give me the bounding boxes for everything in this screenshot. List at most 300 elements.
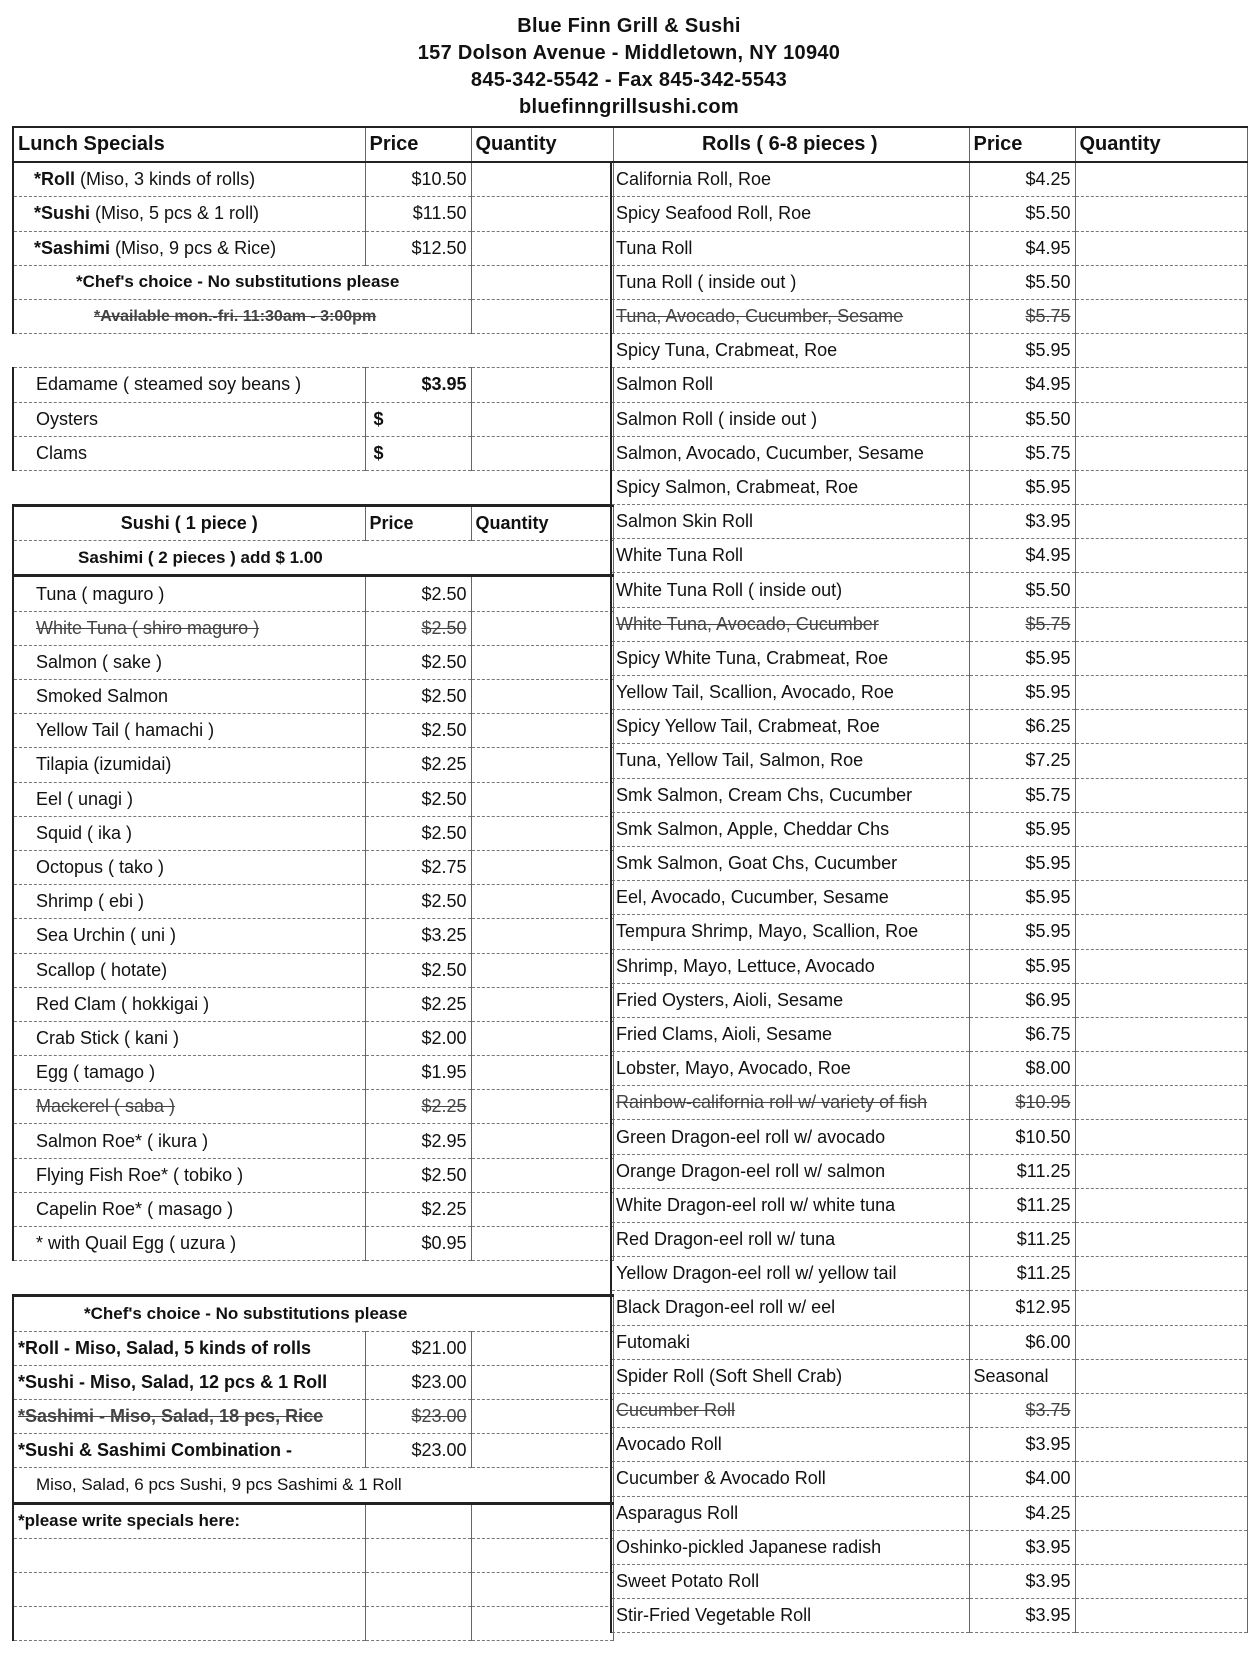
roll-row (611, 983, 1247, 1017)
empty-cell (471, 265, 613, 299)
spacer-row (13, 470, 613, 505)
sushi-row (13, 850, 613, 884)
sushi-item-name: Flying Fish Roe* ( tobiko ) (13, 1158, 365, 1192)
sushi-row (13, 885, 613, 919)
quantity-cell[interactable] (471, 1434, 613, 1468)
spacer (13, 470, 613, 505)
lunch-item-detail: (Miso, 3 kinds of rolls) (75, 169, 256, 190)
roll-row (611, 710, 1247, 744)
roll-row (611, 1188, 1247, 1222)
sushi-row (13, 816, 613, 850)
specials-label: *please write specials here: (13, 1503, 365, 1538)
empty-cell (471, 299, 613, 333)
sushi-item-name: Smoked Salmon (13, 680, 365, 714)
quantity-cell[interactable] (471, 576, 613, 611)
chef-choice-note: *Chef's choice - No substitutions please (13, 265, 471, 299)
roll-price: Seasonal (969, 1359, 1075, 1393)
appetizer-name: Oysters (13, 402, 365, 436)
quantity-cell[interactable] (471, 1192, 613, 1226)
sushi-item-price: $2.50 (365, 645, 471, 679)
roll-price: $10.50 (969, 1120, 1075, 1154)
chef-row (13, 1399, 613, 1433)
rolls-table (610, 126, 1248, 1633)
quantity-cell[interactable] (471, 1158, 613, 1192)
roll-price: $5.95 (969, 881, 1075, 915)
quantity-cell[interactable] (1075, 812, 1247, 846)
appetizer-price: $3.95 (365, 368, 471, 402)
sushi-header-row (13, 506, 613, 541)
empty-cell (471, 1538, 613, 1572)
chef-item-name: *Sushi & Sashimi Combination - (13, 1434, 365, 1468)
empty-cell (13, 1607, 365, 1641)
roll-price: $5.75 (969, 436, 1075, 470)
sushi-row (13, 1090, 613, 1124)
sushi-row (13, 1056, 613, 1090)
sushi-item-price: $2.95 (365, 1124, 471, 1158)
sushi-row (13, 576, 613, 611)
roll-row (611, 1393, 1247, 1427)
roll-price: $10.95 (969, 1086, 1075, 1120)
quantity-header: Quantity (1075, 127, 1247, 162)
empty-cell (471, 1572, 613, 1606)
sushi-item-price: $0.95 (365, 1227, 471, 1261)
lunch-specials-title: Lunch Specials (13, 127, 365, 162)
roll-row (611, 881, 1247, 915)
quantity-cell[interactable] (1075, 881, 1247, 915)
quantity-cell[interactable] (1075, 1496, 1247, 1530)
quantity-cell[interactable] (1075, 744, 1247, 778)
quantity-cell[interactable] (471, 162, 613, 197)
sushi-item-price: $2.50 (365, 611, 471, 645)
roll-price: $5.50 (969, 402, 1075, 436)
sushi-item-name: Capelin Roe* ( masago ) (13, 1192, 365, 1226)
roll-price: $5.95 (969, 676, 1075, 710)
roll-row (611, 641, 1247, 675)
roll-name: Tuna Roll (611, 231, 969, 265)
lunch-availability-row (13, 299, 613, 333)
roll-name: Avocado Roll (611, 1428, 969, 1462)
roll-price: $6.75 (969, 1017, 1075, 1051)
sushi-item-name: Mackerel ( saba ) (13, 1090, 365, 1124)
quantity-cell[interactable] (471, 748, 613, 782)
roll-name: White Dragon-eel roll w/ white tuna (611, 1188, 969, 1222)
quantity-cell[interactable] (1075, 1086, 1247, 1120)
sushi-item-price: $2.50 (365, 953, 471, 987)
sushi-item-name: Sea Urchin ( uni ) (13, 919, 365, 953)
sushi-item-name: Scallop ( hotate) (13, 953, 365, 987)
roll-name: Asparagus Roll (611, 1496, 969, 1530)
roll-name: White Tuna, Avocado, Cucumber (611, 607, 969, 641)
quantity-cell[interactable] (1075, 402, 1247, 436)
roll-name: Spicy Salmon, Crabmeat, Roe (611, 470, 969, 504)
roll-price: $3.95 (969, 1599, 1075, 1633)
quantity-cell[interactable] (471, 1056, 613, 1090)
sushi-row (13, 645, 613, 679)
sushi-row (13, 680, 613, 714)
quantity-cell[interactable] (471, 714, 613, 748)
roll-row (611, 368, 1247, 402)
specials-blank-row (13, 1538, 613, 1572)
sushi-title: Sushi ( 1 piece ) (13, 506, 365, 541)
roll-row (611, 1291, 1247, 1325)
sushi-item-name: Salmon Roe* ( ikura ) (13, 1124, 365, 1158)
quantity-cell[interactable] (1075, 1291, 1247, 1325)
empty-cell (365, 1607, 471, 1641)
lunch-item-price: $12.50 (365, 231, 471, 265)
quantity-cell[interactable] (1075, 505, 1247, 539)
roll-name: Spicy Tuna, Crabmeat, Roe (611, 334, 969, 368)
roll-price: $3.95 (969, 505, 1075, 539)
roll-price: $11.25 (969, 1223, 1075, 1257)
quantity-cell[interactable] (471, 1090, 613, 1124)
chef-row (13, 1331, 613, 1365)
sushi-item-price: $2.50 (365, 885, 471, 919)
roll-price: $4.00 (969, 1462, 1075, 1496)
quantity-cell[interactable] (1075, 915, 1247, 949)
quantity-cell[interactable] (471, 953, 613, 987)
roll-price: $11.25 (969, 1154, 1075, 1188)
roll-row (611, 1052, 1247, 1086)
left-menu-table (12, 126, 614, 1641)
roll-price: $12.95 (969, 1291, 1075, 1325)
quantity-cell[interactable] (1075, 641, 1247, 675)
quantity-cell[interactable] (1075, 949, 1247, 983)
sushi-item-price: $2.50 (365, 1158, 471, 1192)
quantity-cell[interactable] (1075, 299, 1247, 333)
roll-price: $3.75 (969, 1393, 1075, 1427)
roll-name: Salmon Roll (611, 368, 969, 402)
lunch-item (13, 197, 365, 231)
roll-name: Salmon, Avocado, Cucumber, Sesame (611, 436, 969, 470)
quantity-cell[interactable] (1075, 1359, 1247, 1393)
roll-price: $5.50 (969, 197, 1075, 231)
roll-price: $4.25 (969, 162, 1075, 197)
appetizer-price: $ (365, 402, 471, 436)
empty-cell (13, 1572, 365, 1606)
quantity-cell[interactable] (1075, 1052, 1247, 1086)
roll-row (611, 607, 1247, 641)
roll-price: $5.75 (969, 607, 1075, 641)
roll-price: $3.95 (969, 1428, 1075, 1462)
roll-name: Fried Oysters, Aioli, Sesame (611, 983, 969, 1017)
quantity-cell[interactable] (471, 782, 613, 816)
quantity-cell[interactable] (1075, 607, 1247, 641)
quantity-cell[interactable] (471, 987, 613, 1021)
empty-cell (471, 1503, 613, 1538)
chef-item-name: *Roll - Miso, Salad, 5 kinds of rolls (13, 1331, 365, 1365)
roll-name: Salmon Skin Roll (611, 505, 969, 539)
roll-row (611, 949, 1247, 983)
quantity-cell[interactable] (1075, 1188, 1247, 1222)
roll-name: White Tuna Roll (611, 539, 969, 573)
empty-cell (13, 1538, 365, 1572)
roll-price: $5.95 (969, 915, 1075, 949)
quantity-cell[interactable] (1075, 539, 1247, 573)
quantity-cell[interactable] (1075, 436, 1247, 470)
lunch-note-row (13, 265, 613, 299)
sashimi-note: Sashimi ( 2 pieces ) add $ 1.00 (13, 541, 613, 576)
appetizer-name: Clams (13, 436, 365, 470)
sushi-item-name: Yellow Tail ( hamachi ) (13, 714, 365, 748)
roll-price: $4.25 (969, 1496, 1075, 1530)
roll-name: Stir-Fried Vegetable Roll (611, 1599, 969, 1633)
lunch-row (13, 231, 613, 265)
roll-name: Sweet Potato Roll (611, 1564, 969, 1598)
lunch-item-name: *Sushi (34, 203, 91, 224)
sushi-item-name: Salmon ( sake ) (13, 645, 365, 679)
roll-price: $5.95 (969, 334, 1075, 368)
roll-row (611, 539, 1247, 573)
quantity-cell[interactable] (471, 611, 613, 645)
quantity-cell[interactable] (1075, 368, 1247, 402)
roll-name: Orange Dragon-eel roll w/ salmon (611, 1154, 969, 1188)
quantity-cell[interactable] (471, 816, 613, 850)
chef-item-price: $23.00 (365, 1434, 471, 1468)
quantity-cell[interactable] (1075, 265, 1247, 299)
roll-price: $11.25 (969, 1257, 1075, 1291)
roll-name: Red Dragon-eel roll w/ tuna (611, 1223, 969, 1257)
roll-price: $11.25 (969, 1188, 1075, 1222)
roll-name: Spicy White Tuna, Crabmeat, Roe (611, 641, 969, 675)
sushi-item-name: White Tuna ( shiro maguro ) (13, 611, 365, 645)
lunch-item-detail: (Miso, 5 pcs & 1 roll) (90, 203, 260, 224)
roll-row (611, 299, 1247, 333)
roll-name: Cucumber Roll (611, 1393, 969, 1427)
roll-row (611, 436, 1247, 470)
roll-name: Tuna, Avocado, Cucumber, Sesame (611, 299, 969, 333)
quantity-cell[interactable] (471, 1124, 613, 1158)
quantity-cell[interactable] (1075, 573, 1247, 607)
roll-price: $5.75 (969, 299, 1075, 333)
sushi-row (13, 1192, 613, 1226)
roll-row (611, 1017, 1247, 1051)
roll-row (611, 402, 1247, 436)
chef-note-row (13, 1296, 613, 1331)
quantity-cell[interactable] (471, 1227, 613, 1261)
roll-row (611, 1086, 1247, 1120)
sushi-item-price: $2.25 (365, 987, 471, 1021)
roll-price: $6.95 (969, 983, 1075, 1017)
specials-blank-row (13, 1572, 613, 1606)
sushi-item-name: Squid ( ika ) (13, 816, 365, 850)
sushi-item-name: * with Quail Egg ( uzura ) (13, 1227, 365, 1261)
lunch-item-name: *Roll (34, 169, 76, 190)
quantity-cell[interactable] (471, 436, 613, 470)
quantity-cell[interactable] (471, 1331, 613, 1365)
lunch-row (13, 197, 613, 231)
rolls-title: Rolls ( 6-8 pieces ) (611, 127, 969, 162)
quantity-cell[interactable] (1075, 1564, 1247, 1598)
roll-price: $8.00 (969, 1052, 1075, 1086)
chef-item-price: $23.00 (365, 1365, 471, 1399)
quantity-cell[interactable] (1075, 470, 1247, 504)
roll-row (611, 846, 1247, 880)
quantity-cell[interactable] (471, 1021, 613, 1055)
sushi-item-price: $2.50 (365, 782, 471, 816)
appetizer-price: $ (365, 436, 471, 470)
roll-name: Futomaki (611, 1325, 969, 1359)
roll-price: $5.95 (969, 470, 1075, 504)
roll-row (611, 197, 1247, 231)
chef-item-name: *Sashimi - Miso, Salad, 18 pcs, Rice (13, 1399, 365, 1433)
roll-row (611, 778, 1247, 812)
quantity-cell[interactable] (1075, 231, 1247, 265)
quantity-cell[interactable] (1075, 1599, 1247, 1633)
quantity-cell[interactable] (1075, 1017, 1247, 1051)
empty-cell (365, 1503, 471, 1538)
roll-price: $3.95 (969, 1530, 1075, 1564)
quantity-cell[interactable] (471, 1365, 613, 1399)
quantity-cell[interactable] (471, 850, 613, 884)
appetizer-row (13, 402, 613, 436)
chef-note: *Chef's choice - No substitutions please (13, 1296, 613, 1331)
sushi-row (13, 748, 613, 782)
quantity-cell[interactable] (1075, 334, 1247, 368)
roll-price: $5.95 (969, 846, 1075, 880)
roll-price: $7.25 (969, 744, 1075, 778)
roll-name: Lobster, Mayo, Avocado, Roe (611, 1052, 969, 1086)
quantity-cell[interactable] (471, 645, 613, 679)
roll-name: Spicy Yellow Tail, Crabmeat, Roe (611, 710, 969, 744)
spacer (13, 334, 613, 368)
roll-name: Fried Clams, Aioli, Sesame (611, 1017, 969, 1051)
sushi-row (13, 714, 613, 748)
price-header: Price (365, 127, 471, 162)
roll-price: $5.50 (969, 573, 1075, 607)
roll-name: Smk Salmon, Apple, Cheddar Chs (611, 812, 969, 846)
quantity-cell[interactable] (471, 680, 613, 714)
appetizer-row (13, 436, 613, 470)
quantity-cell[interactable] (1075, 710, 1247, 744)
empty-cell (365, 1572, 471, 1606)
roll-name: Smk Salmon, Goat Chs, Cucumber (611, 846, 969, 880)
availability-note: *Available mon.-fri. 11:30am - 3:00pm (13, 299, 471, 333)
quantity-cell[interactable] (1075, 983, 1247, 1017)
quantity-cell[interactable] (471, 1399, 613, 1433)
sushi-row (13, 782, 613, 816)
sushi-item-price: $2.50 (365, 680, 471, 714)
roll-row (611, 676, 1247, 710)
roll-name: Salmon Roll ( inside out ) (611, 402, 969, 436)
sushi-item-price: $2.25 (365, 1090, 471, 1124)
quantity-cell[interactable] (1075, 1325, 1247, 1359)
roll-name: Spider Roll (Soft Shell Crab) (611, 1359, 969, 1393)
price-header: Price (969, 127, 1075, 162)
chef-row (13, 1434, 613, 1468)
lunch-item-price: $10.50 (365, 162, 471, 197)
quantity-cell[interactable] (1075, 197, 1247, 231)
quantity-cell[interactable] (1075, 162, 1247, 197)
quantity-cell[interactable] (471, 919, 613, 953)
sushi-item-price: $2.50 (365, 576, 471, 611)
lunch-item (13, 231, 365, 265)
roll-price: $5.95 (969, 641, 1075, 675)
roll-name: White Tuna Roll ( inside out) (611, 573, 969, 607)
roll-price: $5.95 (969, 949, 1075, 983)
spacer (13, 1261, 613, 1296)
quantity-cell[interactable] (1075, 846, 1247, 880)
quantity-cell[interactable] (1075, 1462, 1247, 1496)
sushi-item-price: $2.25 (365, 1192, 471, 1226)
sashimi-note-row (13, 541, 613, 576)
roll-name: Spicy Seafood Roll, Roe (611, 197, 969, 231)
chef-row (13, 1365, 613, 1399)
sushi-row (13, 1227, 613, 1261)
roll-price: $5.95 (969, 812, 1075, 846)
chef-item-price: $23.00 (365, 1399, 471, 1433)
combo-detail-row (13, 1468, 613, 1503)
roll-row (611, 1599, 1247, 1633)
chef-item-name: *Sushi - Miso, Salad, 12 pcs & 1 Roll (13, 1365, 365, 1399)
quantity-cell[interactable] (471, 368, 613, 402)
quantity-cell[interactable] (1075, 1120, 1247, 1154)
quantity-cell[interactable] (471, 197, 613, 231)
quantity-cell[interactable] (1075, 778, 1247, 812)
roll-price: $6.25 (969, 710, 1075, 744)
quantity-cell[interactable] (471, 402, 613, 436)
appetizer-row (13, 368, 613, 402)
sushi-row (13, 953, 613, 987)
quantity-header: Quantity (471, 506, 613, 541)
lunch-header-row (13, 127, 613, 162)
sushi-item-price: $2.75 (365, 850, 471, 884)
roll-row (611, 1530, 1247, 1564)
sushi-item-name: Octopus ( tako ) (13, 850, 365, 884)
sushi-item-name: Crab Stick ( kani ) (13, 1021, 365, 1055)
roll-row (611, 162, 1247, 197)
empty-cell (471, 1607, 613, 1641)
roll-row (611, 1120, 1247, 1154)
quantity-cell[interactable] (1075, 1257, 1247, 1291)
roll-price: $6.00 (969, 1325, 1075, 1359)
roll-name: Oshinko-pickled Japanese radish (611, 1530, 969, 1564)
quantity-cell[interactable] (1075, 1223, 1247, 1257)
roll-name: Smk Salmon, Cream Chs, Cucumber (611, 778, 969, 812)
roll-row (611, 505, 1247, 539)
roll-name: Yellow Dragon-eel roll w/ yellow tail (611, 1257, 969, 1291)
roll-name: Tuna Roll ( inside out ) (611, 265, 969, 299)
sushi-item-price: $2.50 (365, 816, 471, 850)
sushi-item-price: $2.25 (365, 748, 471, 782)
quantity-cell[interactable] (471, 885, 613, 919)
quantity-cell[interactable] (471, 231, 613, 265)
roll-name: Green Dragon-eel roll w/ avocado (611, 1120, 969, 1154)
quantity-cell[interactable] (1075, 1530, 1247, 1564)
quantity-cell[interactable] (1075, 1428, 1247, 1462)
restaurant-name: Blue Finn Grill & Sushi (517, 15, 741, 37)
spacer-row (13, 334, 613, 368)
roll-row (611, 265, 1247, 299)
roll-row (611, 573, 1247, 607)
quantity-cell[interactable] (1075, 1154, 1247, 1188)
sushi-row (13, 919, 613, 953)
roll-row (611, 1359, 1247, 1393)
sushi-item-name: Tilapia (izumidai) (13, 748, 365, 782)
roll-row (611, 1257, 1247, 1291)
quantity-cell[interactable] (1075, 676, 1247, 710)
quantity-cell[interactable] (1075, 1393, 1247, 1427)
sushi-item-name: Egg ( tamago ) (13, 1056, 365, 1090)
roll-row (611, 231, 1247, 265)
roll-name: California Roll, Roe (611, 162, 969, 197)
combo-detail: Miso, Salad, 6 pcs Sushi, 9 pcs Sashimi & 1 Roll (13, 1468, 613, 1503)
roll-row (611, 1154, 1247, 1188)
specials-row (13, 1503, 613, 1538)
lunch-item (13, 162, 365, 197)
sushi-item-name: Eel ( unagi ) (13, 782, 365, 816)
restaurant-phone: 845-342-5542 - Fax 845-342-5543 (470, 69, 788, 91)
sushi-item-price: $2.00 (365, 1021, 471, 1055)
